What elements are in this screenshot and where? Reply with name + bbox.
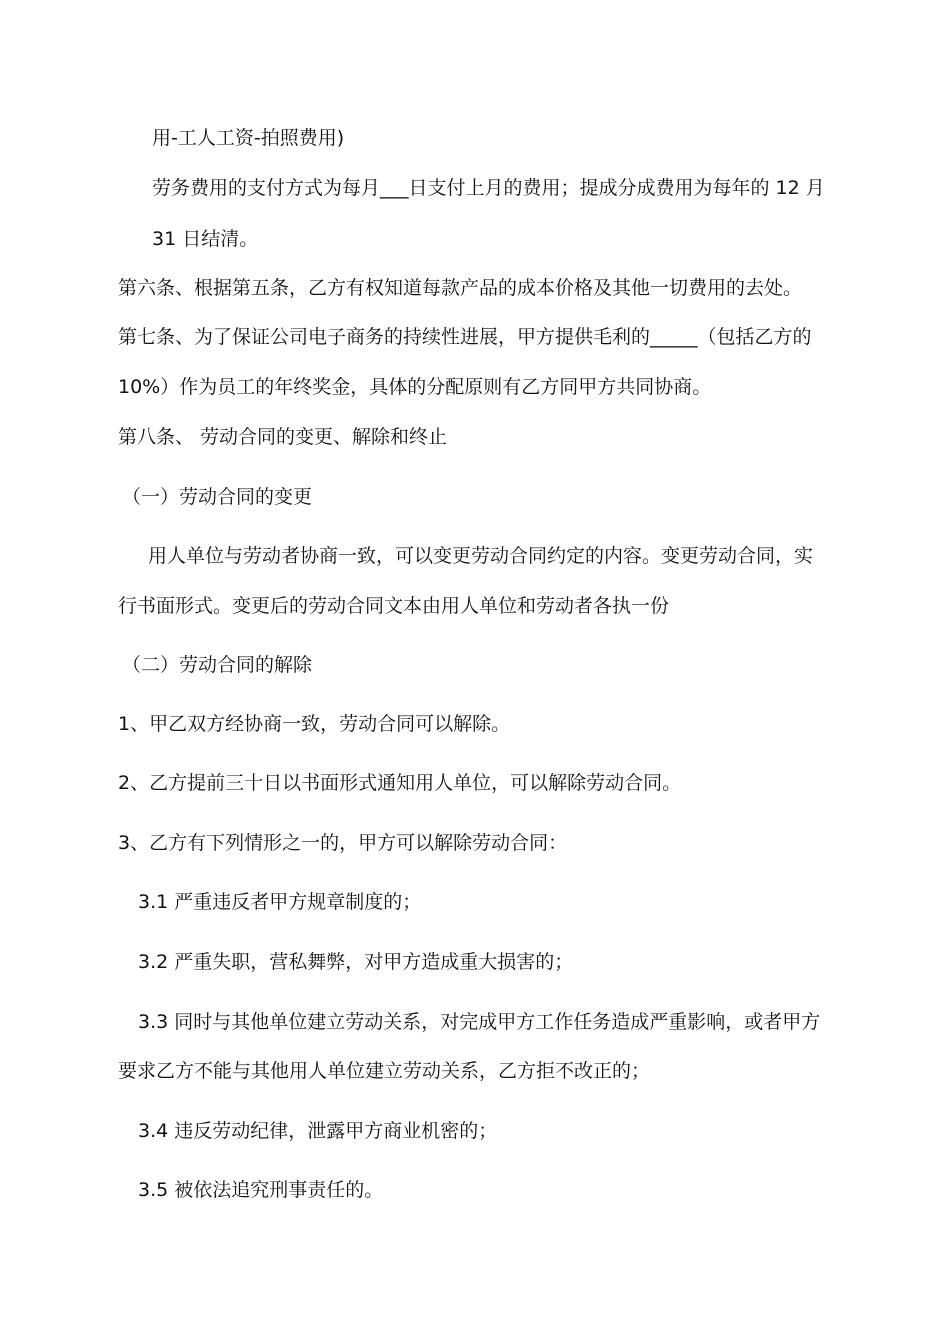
article-8-heading: 第八条、 劳动合同的变更、解除和终止 (118, 426, 448, 448)
clause-3-5: 3.5 被依法追究刑事责任的。 (138, 1179, 384, 1201)
clause-3-3-line-1: 3.3 同时与其他单位建立劳动关系，对完成甲方工作任务造成严重影响，或者甲方 (138, 1011, 821, 1033)
termination-item-3: 3、乙方有下列情形之一的，甲方可以解除劳动合同： (118, 832, 568, 854)
section-change-line-2: 行书面形式。变更后的劳动合同文本由用人单位和劳动者各执一份 (118, 595, 670, 617)
text-line-cost-items: 用-工人工资-拍照费用) (152, 127, 345, 149)
article-7-line-2: 10%）作为员工的年终奖金，具体的分配原则有乙方同甲方共同协商。 (118, 376, 712, 398)
section-change-line-1: 用人单位与劳动者协商一致，可以变更劳动合同约定的内容。变更劳动合同，实 (148, 545, 814, 567)
text-line-payment-method: 劳务费用的支付方式为每月___日支付上月的费用；提成分成费用为每年的 12 月 (152, 177, 825, 199)
text-line-settlement-date: 31 日结清。 (152, 228, 259, 250)
section-change-heading: （一）劳动合同的变更 (122, 486, 313, 508)
clause-3-1: 3.1 严重违反者甲方规章制度的； (138, 891, 422, 913)
article-6: 第六条、根据第五条，乙方有权知道每款产品的成本价格及其他一切费用的去处。 (118, 277, 803, 299)
clause-3-3-line-2: 要求乙方不能与其他用人单位建立劳动关系，乙方拒不改正的； (118, 1060, 651, 1082)
clause-3-4: 3.4 违反劳动纪律，泄露甲方商业机密的； (138, 1120, 498, 1142)
clause-3-2: 3.2 严重失职，营私舞弊，对甲方造成重大损害的； (138, 951, 574, 973)
section-termination-heading: （二）劳动合同的解除 (122, 654, 313, 676)
termination-item-2: 2、乙方提前三十日以书面形式通知用人单位，可以解除劳动合同。 (118, 772, 682, 794)
termination-item-1: 1、甲乙双方经协商一致，劳动合同可以解除。 (118, 713, 511, 735)
article-7-line-1: 第七条、为了保证公司电子商务的持续性进展，甲方提供毛利的_____（包括乙方的 (118, 326, 812, 348)
